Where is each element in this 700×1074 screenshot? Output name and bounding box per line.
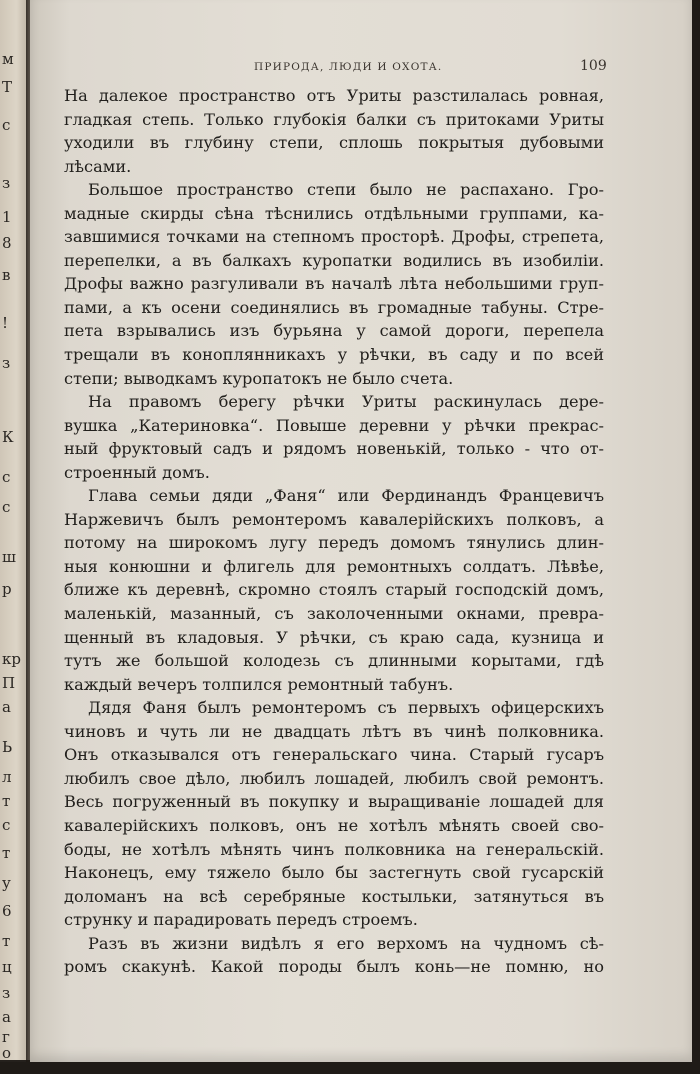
text-line: Онъ отказывался отъ генеральскаго чина. Старый гусаръ	[64, 745, 604, 765]
text-line: кавалерійскихъ полковъ, онъ не хотѣлъ мѣнять своей сво-	[64, 815, 604, 835]
text-line: струнку и парадировать передъ строемъ.	[64, 910, 418, 930]
paragraph-start-line: Глава семьи дяди „Фаня“ или Фердинандъ Францевичъ	[88, 486, 604, 506]
text-line: гладкая степь. Только глубокія балки съ притоками Уриты	[64, 109, 604, 129]
facing-page-fragment: т	[2, 792, 11, 810]
facing-page-fragment: с	[2, 498, 11, 516]
text-line: любилъ свое дѣло, любилъ лошадей, любилъ свой ремонтъ.	[64, 768, 604, 788]
text-line: уходили въ глубину степи, сплошь покрытыя дубовыми	[64, 133, 604, 153]
facing-page-fragment: 1	[2, 208, 12, 226]
text-line: потому на широкомъ лугу передъ домомъ тянулись длин-	[64, 533, 604, 553]
text-line: Дрофы важно разгуливали въ началѣ лѣта небольшими груп-	[64, 274, 604, 294]
text-line: ромъ скакунѣ. Какой породы былъ конь—не помню, но	[64, 957, 604, 977]
facing-page-fragment: з	[2, 174, 11, 192]
text-line: тутъ же большой колодезь съ длинными корытами, гдѣ	[64, 651, 604, 671]
running-title: ПРИРОДА, ЛЮДИ И ОХОТА.	[254, 61, 443, 73]
text-line: На далекое пространство отъ Уриты разстилалась ровная,	[64, 86, 604, 105]
facing-page-fragment: о	[2, 1044, 12, 1060]
facing-page-fragment: Т	[2, 78, 13, 96]
facing-page-fragment: ш	[2, 548, 16, 566]
facing-page-fragment: г	[2, 1028, 10, 1046]
facing-page-fragment: с	[2, 816, 11, 834]
facing-page-fragment: Ь	[2, 738, 13, 756]
facing-page-fragment: л	[2, 768, 12, 786]
text-line: доломанъ на всѣ серебряные костыльки, затянуться въ	[64, 886, 604, 906]
text-line: лѣсами.	[64, 156, 132, 176]
background-edge	[692, 0, 700, 1074]
facing-page-fragment: з	[2, 354, 11, 372]
text-line: ныя конюшни и флигель для ремонтныхъ солдатъ. Лѣвѣе,	[64, 556, 604, 576]
text-line: завшимися точками на степномъ просторѣ. Дрофы, стрепета,	[64, 227, 604, 247]
facing-page-fragment: т	[2, 932, 11, 950]
text-line: боды, не хотѣлъ мѣнять чинъ полковника на генеральскій.	[64, 839, 604, 859]
facing-page-fragment: П	[2, 674, 16, 692]
text-line: строенный домъ.	[64, 462, 210, 482]
paragraph-start-line: На правомъ берегу рѣчки Уриты раскинулась дере-	[88, 392, 604, 412]
text-line: ный фруктовый садъ и рядомъ новенькій, только - что от-	[64, 439, 604, 459]
facing-page-fragment: т	[2, 844, 11, 862]
facing-page-fragment: а	[2, 698, 11, 716]
text-line: маленькій, мазанный, съ заколоченными окнами, превра-	[64, 604, 604, 624]
facing-page-fragment: К	[2, 428, 14, 446]
facing-page-fragment: р	[2, 580, 12, 598]
text-line: вушка „Катериновка“. Повыше деревни у рѣчки прекрас-	[64, 415, 604, 435]
text-line: перепелки, а въ балкахъ куропатки водились въ изобиліи.	[64, 250, 604, 270]
text-line: щенный въ кладовыя. У рѣчки, съ краю сада, кузница и	[64, 627, 604, 647]
text-line: степи; выводкамъ куропатокъ не было счета.	[64, 368, 454, 388]
text-line: пета взрывались изъ бурьяна у самой дороги, перепела	[64, 321, 604, 341]
facing-page-fragment: 8	[2, 234, 12, 252]
facing-page-fragment: з	[2, 984, 11, 1002]
facing-page-fragment: кр	[2, 650, 21, 668]
page-number: 109	[580, 58, 607, 74]
running-head	[60, 58, 620, 78]
text-line: чиновъ и чуть ли не двадцать лѣтъ въ чинѣ полковника.	[64, 721, 604, 741]
text-line: Наконецъ, ему тяжело было бы застегнуть свой гусарскій	[64, 863, 604, 883]
book-page	[30, 0, 692, 1062]
facing-page-fragment: в	[2, 266, 11, 284]
text-line: мадные скирды сѣна тѣснились отдѣльными группами, ка-	[64, 203, 604, 223]
paragraph-start-line: Разъ въ жизни видѣлъ я его верхомъ на чудномъ сѣ-	[88, 933, 604, 953]
facing-page-fragment: !	[2, 314, 9, 332]
text-line: пами, а къ осени соединялись въ громадные табуны. Стре-	[64, 297, 604, 317]
text-line: трещали въ коноплянникахъ у рѣчки, въ саду и по всей	[64, 345, 604, 365]
text-line: Наржевичъ былъ ремонтеромъ кавалерійскихъ полковъ, а	[64, 509, 604, 529]
text-line: каждый вечеръ толпился ремонтный табунъ.	[64, 674, 454, 694]
facing-page-fragment: с	[2, 468, 11, 486]
facing-page-fragment: м	[2, 50, 14, 68]
background-edge	[0, 1062, 700, 1074]
facing-page-fragment: а	[2, 1008, 11, 1026]
facing-page-fragment: с	[2, 116, 11, 134]
paragraph-start-line: Дядя Фаня былъ ремонтеромъ съ первыхъ офицерскихъ	[88, 698, 604, 718]
page-body-text	[64, 84, 604, 979]
text-line: Весь погруженный въ покупку и выращиваніе лошадей для	[64, 792, 604, 812]
paragraph-start-line: Большое пространство степи было не распахано. Гро-	[88, 180, 604, 200]
facing-page-fragment: ц	[2, 958, 12, 976]
facing-page-fragment: 6	[2, 902, 12, 920]
facing-page-fragment: у	[2, 874, 11, 892]
text-line: ближе къ деревнѣ, скромно стоялъ старый господскій домъ,	[64, 580, 604, 600]
